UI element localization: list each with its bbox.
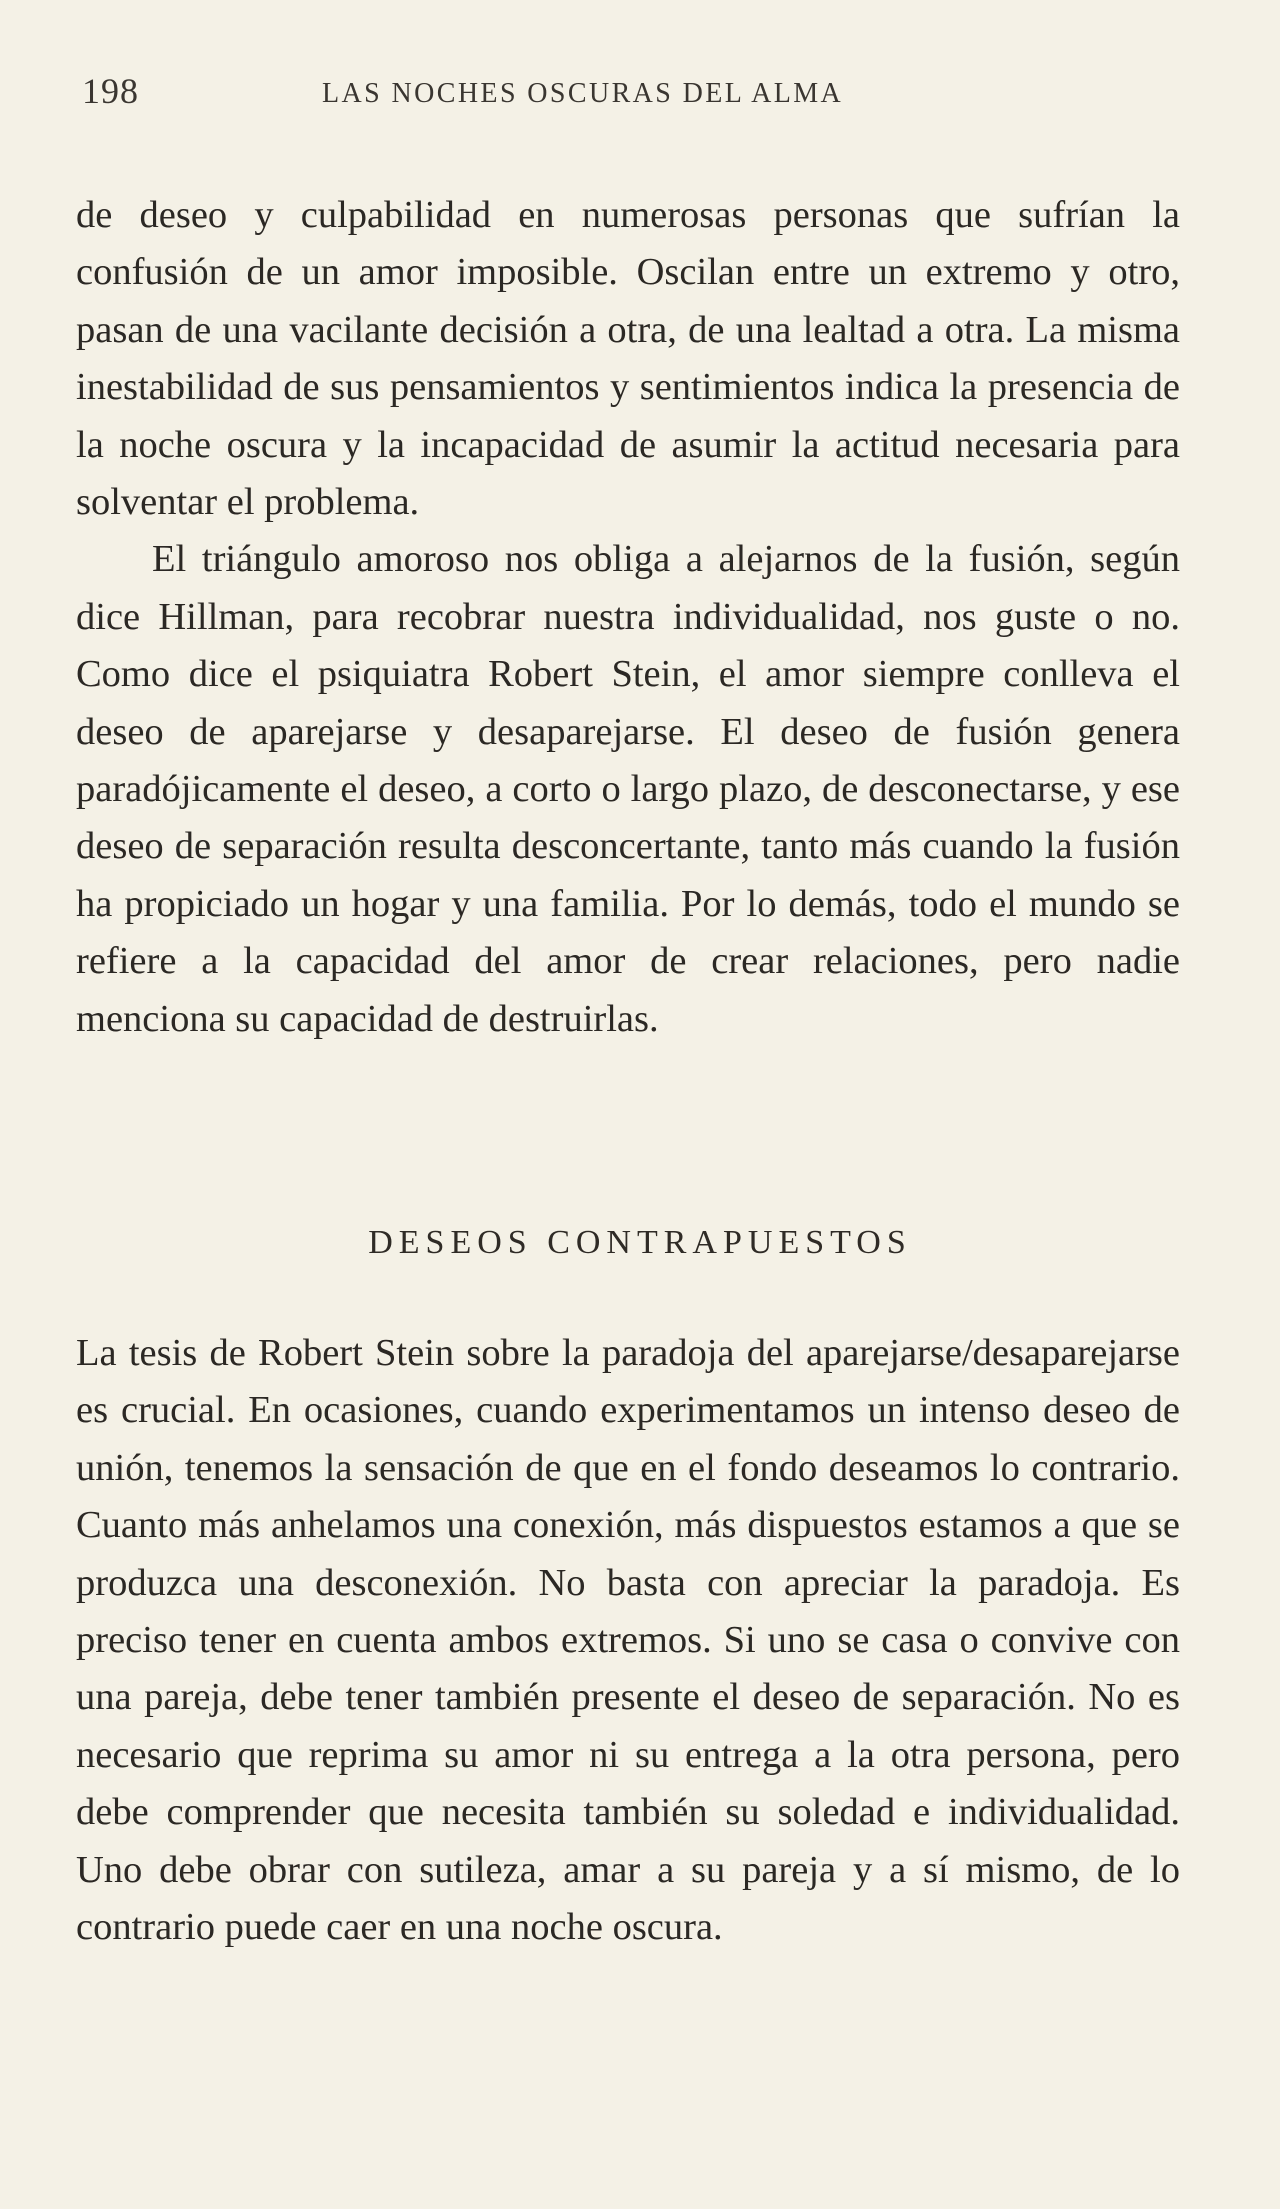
page-number: 198: [82, 71, 139, 111]
body-text: [76, 187, 1180, 1048]
paragraph-continued: de deseo y culpabilidad en numerosas personas que sufrían la confusión de un amor imposible. Oscilan entre un extremo y otro, pasan de una vacilante decisión a otra, de una lealtad a otra. La misma inestabilidad de sus pensamientos y sentimientos indica la presencia de la noche oscura y la incapacidad de asumir la actitud necesaria para solventar el problema.: [76, 194, 1180, 524]
running-header: [82, 70, 1200, 120]
section-body-text: [76, 1325, 1180, 1956]
paragraph-love-triangle: El triángulo amoroso nos obliga a alejarnos de la fusión, según dice Hillman, para recobrar nuestra individualidad, nos guste o no. Como dice el psiquiatra Robert Stein, el amor siempre conlleva el deseo de aparejarse y desaparejarse. El deseo de fusión genera paradójicamente el deseo, a corto o largo plazo, de desconectarse, y ese deseo de separación resulta desconcertante, tanto más cuando la fusión ha propiciado un hogar y una familia. Por lo demás, todo el mundo se refiere a la capacidad del amor de crear relaciones, pero nadie menciona su capacidad de destruirlas.: [76, 538, 1180, 1040]
paragraph-opposing-desires: La tesis de Robert Stein sobre la paradoja del aparejarse/desaparejarse es crucial. En ocasiones, cuando experimentamos un intenso deseo de unión, tenemos la sensación de que en el fondo deseamos lo contrario. Cuanto más anhelamos una conexión, más dispuestos estamos a que se produzca una desconexión. No basta con apreciar la paradoja. Es preciso tener en cuenta ambos extremos. Si uno se casa o convive con una pareja, debe tener también presente el deseo de separación. No es necesario que reprima su amor ni su entrega a la otra persona, pero debe comprender que necesita también su soledad e individualidad. Uno debe obrar con sutileza, amar a su pareja y a sí mismo, de lo contrario puede caer en una noche oscura.: [76, 1332, 1180, 1949]
section-heading: DESEOS CONTRAPUESTOS: [368, 1224, 912, 1261]
book-title: LAS NOCHES OSCURAS DEL ALMA: [322, 78, 844, 109]
